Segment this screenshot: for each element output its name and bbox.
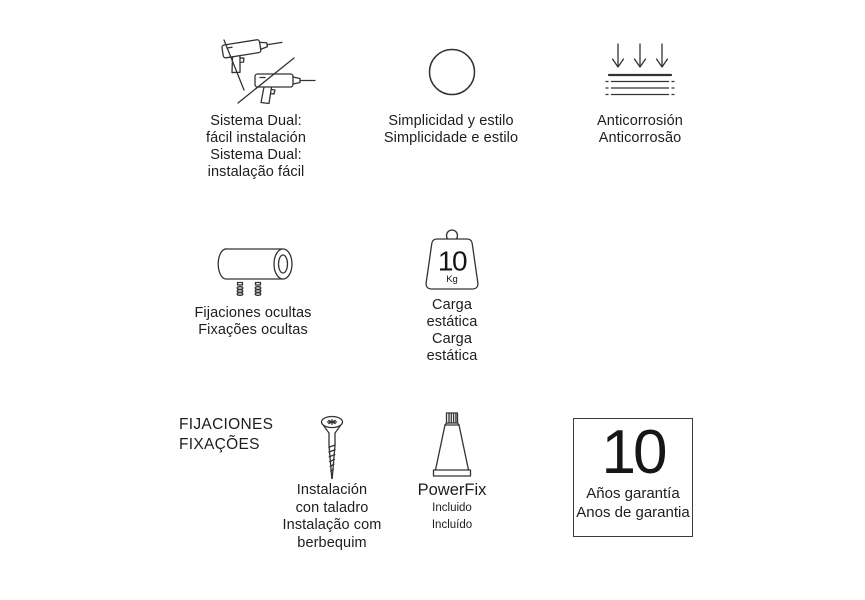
caption-line: Incluido <box>432 502 472 514</box>
static-load-caption <box>397 297 507 365</box>
weight-value: 10 <box>437 245 467 277</box>
caption-line: Sistema Dual: <box>210 147 302 163</box>
caption-line: Sistema Dual: <box>210 113 302 129</box>
small-screw-icon <box>255 283 261 296</box>
weight-unit: Kg <box>446 274 458 285</box>
fixings-heading <box>179 415 309 455</box>
arrows-onto-surface-icon <box>604 41 676 99</box>
caption-line: estática <box>426 348 478 364</box>
guarantee-line: Años garantía <box>586 485 680 502</box>
guarantee-box <box>573 418 693 537</box>
anticorrosion-caption <box>555 113 725 147</box>
circle-icon <box>427 47 477 97</box>
heading-line: FIXAÇÕES <box>179 436 260 453</box>
guarantee-line: Anos de garantia <box>576 503 690 521</box>
caption-line: estática <box>426 314 478 330</box>
caption-line: con taladro <box>295 499 369 516</box>
caption-line: Anticorrosión <box>597 113 683 129</box>
heading-line: FIJACIONES <box>179 416 274 433</box>
caption-line: Simplicidad y estilo <box>388 113 514 129</box>
powerfix-title: PowerFix <box>417 481 487 499</box>
hidden-fixings-caption <box>163 305 343 339</box>
caption-line: Carga <box>432 331 472 347</box>
weight-icon <box>420 228 484 292</box>
caption-line: Instalação com <box>282 517 382 534</box>
dual-system-caption <box>166 113 346 181</box>
drill-installation-caption <box>252 482 412 553</box>
drill-crossed-and-drill-icon <box>208 33 318 110</box>
small-screw-icon <box>237 283 243 296</box>
guarantee-value: 10 <box>601 418 665 487</box>
caption-line: Carga <box>432 297 472 313</box>
caption-line: Simplicidade e estilo <box>383 130 519 146</box>
caption-line: berbequim <box>297 535 367 552</box>
caption-line: fácil instalación <box>205 130 307 146</box>
simplicity-caption <box>361 113 541 147</box>
caption-line: Anticorrosão <box>598 130 682 146</box>
caption-line: Fixações ocultas <box>198 322 308 338</box>
caption-line: Fijaciones ocultas <box>194 305 312 321</box>
caption-line: Instalación <box>296 482 368 498</box>
caption-line: Incluído <box>431 518 473 531</box>
screw-icon <box>318 409 346 481</box>
caption-line: instalação fácil <box>207 164 305 180</box>
powerfix-caption <box>397 500 507 533</box>
rail-with-screws-icon <box>216 246 294 298</box>
adhesive-tube-icon <box>430 409 475 479</box>
